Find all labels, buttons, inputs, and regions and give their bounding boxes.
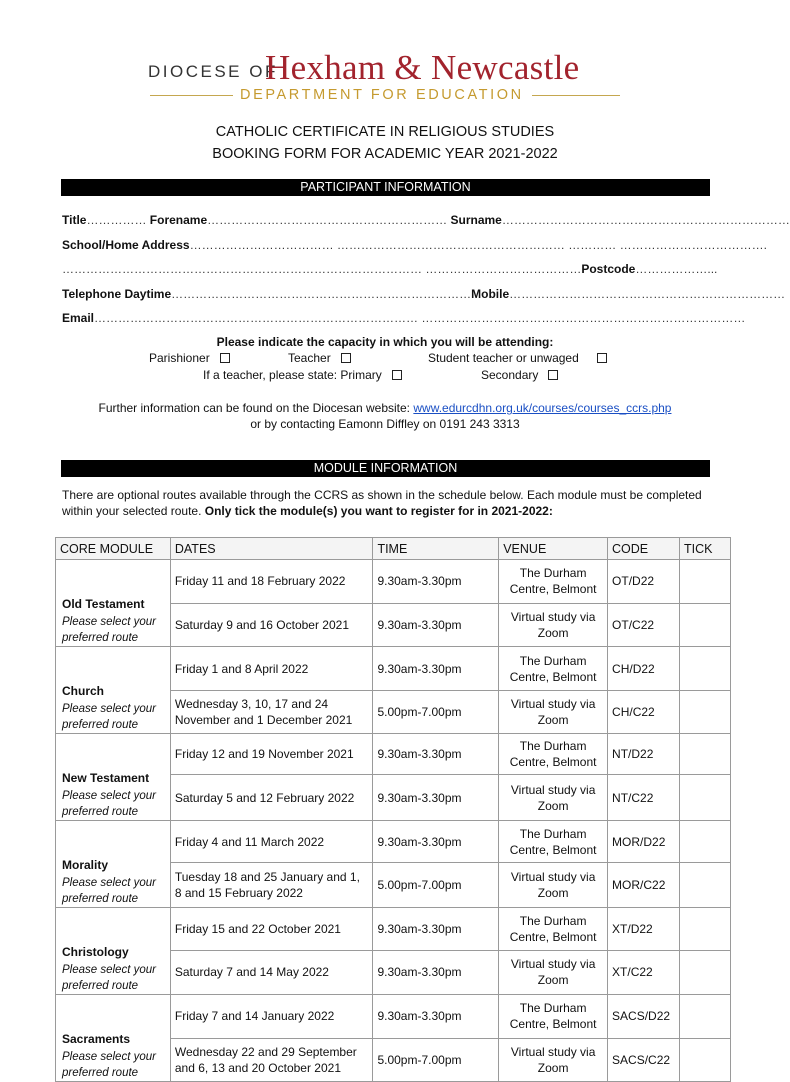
student-teacher-checkbox[interactable] (597, 353, 607, 363)
code-cell: XT/C22 (608, 950, 680, 994)
logo-diocese-text: DIOCESE OF (148, 62, 278, 81)
dates-cell: Friday 1 and 8 April 2022 (170, 647, 373, 691)
code-cell: MOR/C22 (608, 863, 680, 908)
parishioner-checkbox[interactable] (220, 353, 230, 363)
tick-cell[interactable] (680, 821, 731, 863)
table-row (56, 908, 731, 951)
secondary-option (481, 368, 558, 382)
mobile-field[interactable]: …………………………………………………………… (509, 287, 786, 301)
venue-cell: The Durham Centre, Belmont (499, 821, 608, 863)
further-info-text: Further information can be found on the Diocesan website: (98, 401, 411, 415)
time-cell: 9.30am-3.30pm (373, 560, 499, 604)
tick-cell[interactable] (680, 1038, 731, 1082)
postcode-field[interactable]: ………………... (635, 262, 718, 276)
venue-cell: The Durham Centre, Belmont (499, 647, 608, 691)
telephone-field[interactable]: ………………………………………………………………… (171, 287, 472, 301)
module-cell (56, 821, 171, 908)
dates-cell: Friday 12 and 19 November 2021 (170, 734, 373, 775)
dates-cell: Wednesday 3, 10, 17 and 24 November and 1 December 2021 (170, 691, 373, 734)
forename-label: Forename (149, 213, 208, 227)
email-field[interactable]: ……………………………………………………………………… ……………………………………………………………………… (94, 311, 746, 325)
module-name: Old Testament (62, 597, 145, 611)
module-cell (56, 734, 171, 821)
teacher-checkbox[interactable] (341, 353, 351, 363)
telephone-label: Telephone Daytime (62, 287, 172, 301)
code-cell: NT/D22 (608, 734, 680, 775)
name-fields-row (62, 213, 790, 227)
module-table-body (56, 538, 731, 1082)
module-route-note: Please select your preferred route (62, 1051, 156, 1079)
code-cell: SACS/C22 (608, 1038, 680, 1082)
module-route-note: Please select your preferred route (62, 790, 156, 818)
surname-label: Surname (450, 213, 502, 227)
table-row (56, 647, 731, 691)
primary-option (203, 368, 402, 382)
venue-cell: The Durham Centre, Belmont (499, 560, 608, 604)
tick-cell[interactable] (680, 995, 731, 1039)
table-row (56, 560, 731, 604)
module-route-note: Please select your preferred route (62, 964, 156, 992)
module-intro (62, 487, 710, 519)
module-name: Christology (62, 945, 129, 959)
logo-department: DEPARTMENT FOR EDUCATION (240, 87, 524, 103)
primary-checkbox[interactable] (392, 370, 402, 380)
parishioner-option (149, 351, 230, 365)
module-intro-text: There are optional routes available through the CCRS as shown in the schedule below. Each module must be completed within your selected route. (62, 488, 702, 518)
module-name: Morality (62, 858, 109, 872)
tick-cell[interactable] (680, 775, 731, 821)
module-information-header: MODULE INFORMATION (61, 460, 710, 477)
venue-cell: The Durham Centre, Belmont (499, 734, 608, 775)
email-row (62, 311, 745, 325)
teacher-label: Teacher (288, 351, 331, 365)
title-field[interactable]: …………… (86, 213, 150, 227)
postcode-row (62, 262, 717, 276)
header-code: CODE (608, 538, 680, 560)
tick-cell[interactable] (680, 734, 731, 775)
table-header-row (56, 538, 731, 560)
tick-cell[interactable] (680, 691, 731, 734)
dates-cell: Friday 11 and 18 February 2022 (170, 560, 373, 604)
time-cell: 9.30am-3.30pm (373, 908, 499, 951)
time-cell: 9.30am-3.30pm (373, 950, 499, 994)
code-cell: SACS/D22 (608, 995, 680, 1039)
time-cell: 9.30am-3.30pm (373, 603, 499, 647)
dates-cell: Friday 15 and 22 October 2021 (170, 908, 373, 951)
address-row (62, 238, 767, 252)
venue-cell: Virtual study via Zoom (499, 691, 608, 734)
tick-cell[interactable] (680, 908, 731, 951)
venue-cell: The Durham Centre, Belmont (499, 908, 608, 951)
code-cell: NT/C22 (608, 775, 680, 821)
postcode-label: Postcode (581, 262, 636, 276)
tick-cell[interactable] (680, 560, 731, 604)
forename-field[interactable]: …………………………………………………… (207, 213, 451, 227)
module-name: New Testament (62, 771, 150, 785)
surname-field[interactable]: ……………………………………………………………… (501, 213, 790, 227)
time-cell: 9.30am-3.30pm (373, 775, 499, 821)
logo-name: Hexham & Newcastle (265, 48, 580, 87)
teacher-option (288, 351, 351, 365)
module-cell (56, 560, 171, 647)
venue-cell: Virtual study via Zoom (499, 775, 608, 821)
form-title-line1: CATHOLIC CERTIFICATE IN RELIGIOUS STUDIES (215, 124, 555, 140)
logo-rule-left (150, 95, 233, 96)
time-cell: 5.00pm-7.00pm (373, 691, 499, 734)
venue-cell: Virtual study via Zoom (499, 603, 608, 647)
header-core-module: CORE MODULE (56, 538, 171, 560)
header-venue: VENUE (499, 538, 608, 560)
capacity-heading: Please indicate the capacity in which you will be attending: (216, 335, 554, 349)
dates-cell: Friday 7 and 14 January 2022 (170, 995, 373, 1039)
tick-cell[interactable] (680, 647, 731, 691)
module-route-note: Please select your preferred route (62, 703, 156, 731)
time-cell: 5.00pm-7.00pm (373, 1038, 499, 1082)
tick-cell[interactable] (680, 603, 731, 647)
secondary-checkbox[interactable] (548, 370, 558, 380)
dates-cell: Saturday 5 and 12 February 2022 (170, 775, 373, 821)
time-cell: 9.30am-3.30pm (373, 995, 499, 1039)
if-teacher-primary-label: If a teacher, please state: Primary (203, 368, 382, 382)
logo-rule-right (532, 95, 620, 96)
module-cell (56, 647, 171, 734)
venue-cell: Virtual study via Zoom (499, 950, 608, 994)
diocese-logo (148, 50, 623, 110)
dates-cell: Saturday 9 and 16 October 2021 (170, 603, 373, 647)
dates-cell: Friday 4 and 11 March 2022 (170, 821, 373, 863)
address-continuation-field[interactable]: ……………………………………………………………………………… ………………………………… (62, 262, 582, 276)
student-teacher-label: Student teacher or unwaged (428, 351, 579, 365)
module-route-note: Please select your preferred route (62, 877, 156, 905)
header-dates: DATES (170, 538, 373, 560)
code-cell: MOR/D22 (608, 821, 680, 863)
diocesan-website-link[interactable]: www.edurcdhn.org.uk/courses/courses_ccrs.php (413, 401, 672, 415)
module-table (55, 537, 731, 1082)
venue-cell: Virtual study via Zoom (499, 863, 608, 908)
further-info-line (0, 401, 770, 415)
dates-cell: Saturday 7 and 14 May 2022 (170, 950, 373, 994)
time-cell: 5.00pm-7.00pm (373, 863, 499, 908)
code-cell: CH/C22 (608, 691, 680, 734)
module-name: Sacraments (62, 1032, 131, 1046)
student-teacher-option (428, 351, 607, 365)
secondary-label: Secondary (481, 368, 539, 382)
tick-cell[interactable] (680, 863, 731, 908)
tick-cell[interactable] (680, 950, 731, 994)
module-route-note: Please select your preferred route (62, 616, 156, 644)
table-row (56, 995, 731, 1039)
module-cell (56, 995, 171, 1082)
time-cell: 9.30am-3.30pm (373, 647, 499, 691)
module-name: Church (62, 684, 104, 698)
dates-cell: Tuesday 18 and 25 January and 1, 8 and 15 February 2022 (170, 863, 373, 908)
header-tick: TICK (680, 538, 731, 560)
code-cell: CH/D22 (608, 647, 680, 691)
code-cell: OT/C22 (608, 603, 680, 647)
parishioner-label: Parishioner (149, 351, 210, 365)
code-cell: XT/D22 (608, 908, 680, 951)
module-cell (56, 908, 171, 995)
table-row (56, 734, 731, 775)
form-title-line2: BOOKING FORM FOR ACADEMIC YEAR 2021-2022 (212, 146, 558, 162)
header-time: TIME (373, 538, 499, 560)
venue-cell: The Durham Centre, Belmont (499, 995, 608, 1039)
contact-line: or by contacting Eamonn Diffley on 0191 243 3313 (250, 417, 520, 431)
school-address-field[interactable]: ……………………………… ………………………………………………… ………… ………………………………. (189, 238, 767, 252)
school-address-label: School/Home Address (62, 238, 190, 252)
venue-cell: Virtual study via Zoom (499, 1038, 608, 1082)
dates-cell: Wednesday 22 and 29 September and 6, 13 and 20 October 2021 (170, 1038, 373, 1082)
participant-information-header: PARTICIPANT INFORMATION (61, 179, 710, 196)
code-cell: OT/D22 (608, 560, 680, 604)
module-intro-bold: Only tick the module(s) you want to register for in 2021-2022: (204, 504, 553, 518)
time-cell: 9.30am-3.30pm (373, 734, 499, 775)
telephone-row (62, 287, 785, 301)
table-row (56, 821, 731, 863)
title-label: Title (62, 213, 87, 227)
time-cell: 9.30am-3.30pm (373, 821, 499, 863)
mobile-label: Mobile (471, 287, 510, 301)
email-label: Email (62, 311, 95, 325)
